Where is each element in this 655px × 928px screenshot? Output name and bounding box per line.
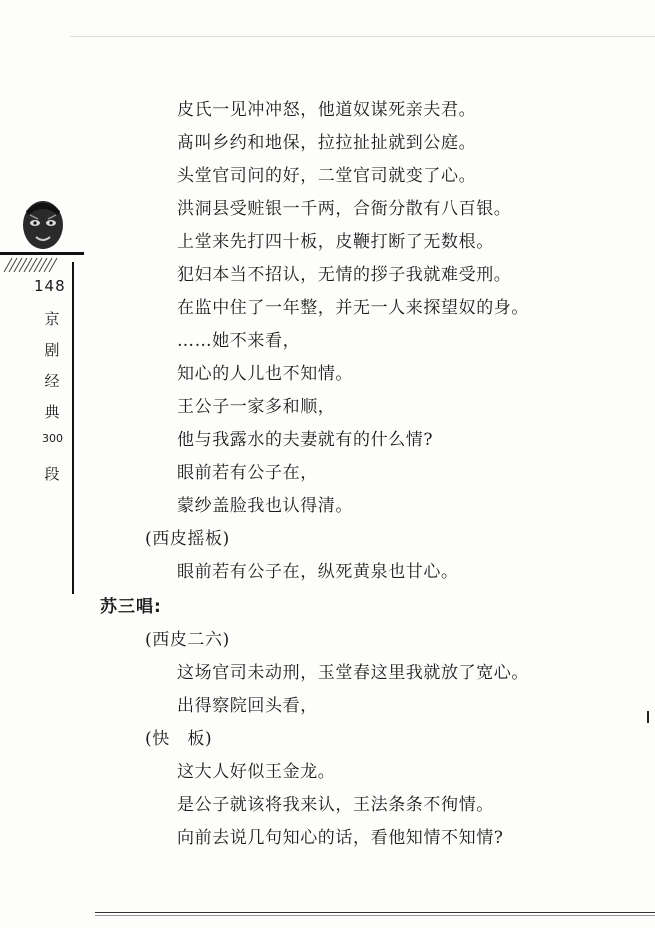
verse-line: 这大人好似王金龙。 [177, 762, 336, 782]
scan-mark [647, 711, 649, 723]
verse-line: 在监中住了一年整，并无一人来探望奴的身。 [177, 298, 529, 318]
book-title-char: 典 [44, 403, 60, 421]
opera-mask-emblem [18, 193, 68, 253]
verse-line: 蒙纱盖脸我也认得清。 [177, 496, 353, 516]
margin-horizontal-rule [0, 252, 84, 255]
verse-line: 犯妇本当不招认，无情的拶子我就难受刑。 [177, 265, 512, 285]
stage-direction: (西皮摇板) [145, 529, 230, 549]
top-rule [70, 36, 655, 37]
bottom-rule-shadow [95, 915, 655, 916]
stage-direction: (快 板) [145, 729, 213, 749]
verse-line: ……她不来看， [177, 331, 301, 351]
verse-line: 头堂官司问的好，二堂官司就变了心。 [177, 166, 477, 186]
verse-line: 出得察院回头看， [177, 696, 318, 716]
margin-vertical-rule [72, 262, 74, 594]
bottom-rule [95, 912, 655, 913]
book-title-char: 剧 [44, 341, 60, 359]
hatch-decoration [2, 256, 64, 272]
verse-line: 皮氏一见冲冲怒，他道奴谋死亲夫君。 [177, 100, 477, 120]
verse-line: 他与我露水的夫妻就有的什么情? [177, 430, 434, 450]
stage-direction: (西皮二六) [145, 630, 230, 650]
verse-line: 上堂来先打四十板，皮鞭打断了无数根。 [177, 232, 494, 252]
book-title-char: 京 [44, 310, 60, 328]
book-title-char: 300 [42, 432, 63, 445]
book-title-char: 经 [44, 372, 60, 390]
verse-line: 眼前若有公子在，纵死黄泉也甘心。 [177, 562, 459, 582]
speaker-label: 苏三唱: [100, 597, 162, 617]
verse-line: 王公子一家多和顺， [177, 397, 336, 417]
verse-line: 髙叫乡约和地保，拉拉扯扯就到公庭。 [177, 133, 477, 153]
verse-line: 向前去说几句知心的话，看他知情不知情? [177, 828, 504, 848]
verse-line: 眼前若有公子在， [177, 463, 318, 483]
verse-line: 知心的人儿也不知情。 [177, 364, 353, 384]
book-title-vertical [42, 308, 62, 494]
verse-line: 是公子就该将我来认，王法条条不徇情。 [177, 795, 494, 815]
verse-line: 这场官司未动刑，玉堂春这里我就放了宽心。 [177, 663, 529, 683]
book-title-char: 段 [44, 465, 60, 483]
page-number: 148 [34, 277, 66, 295]
verse-line: 洪洞县受赃银一千两，合衙分散有八百银。 [177, 199, 512, 219]
